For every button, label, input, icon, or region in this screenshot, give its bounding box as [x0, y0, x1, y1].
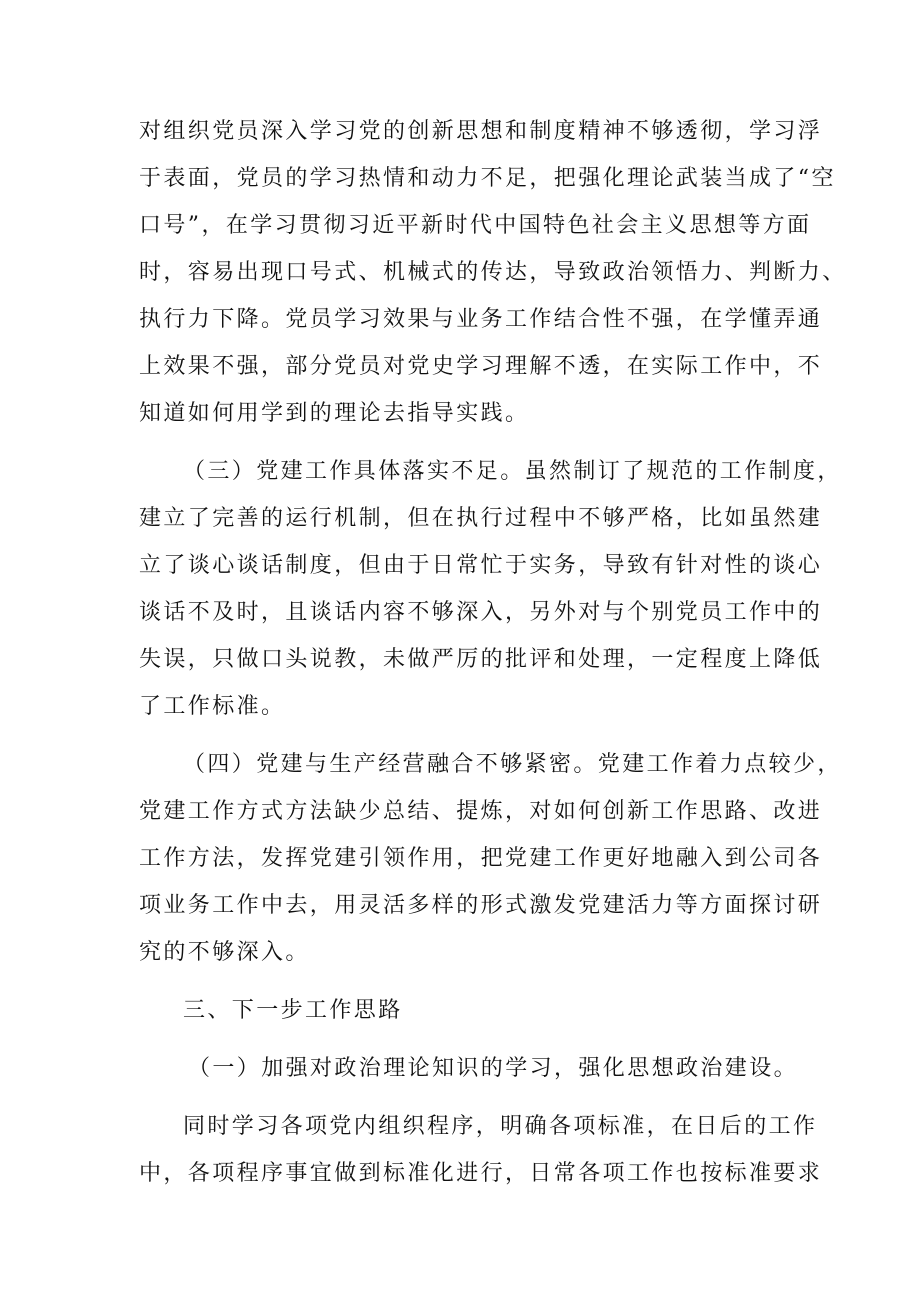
text-line: 党建工作方式方法缺少总结、提炼，对如何创新工作思路、改进 [139, 799, 823, 824]
text-line: 究的不够深入。 [139, 940, 310, 965]
text-line: 执行力下降。党员学习效果与业务工作结合性不强，在学懂弄通 [139, 307, 823, 332]
text-line: （四）党建与生产经营融合不够紧密。党建工作着力点较少， [183, 752, 842, 777]
text-line: 谈话不及时，且谈话内容不够深入，另外对与个别党员工作中的 [139, 600, 823, 625]
text-line: 于表面，党员的学习热情和动力不足，把强化理论武装当成了“空 [139, 166, 836, 191]
text-line: 中，各项程序事宜做到标准化进行，日常各项工作也按标准要求 [139, 1161, 823, 1186]
text-line: 立了谈心谈话制度，但由于日常忙于实务，导致有针对性的谈心 [139, 553, 823, 578]
text-line: 建立了完善的运行机制，但在执行过程中不够严格，比如虽然建 [139, 506, 823, 531]
text-line: 工作方法，发挥党建引领作用，把党建工作更好地融入到公司各 [139, 846, 823, 871]
text-line: （三）党建工作具体落实不足。虽然制订了规范的工作制度， [183, 459, 842, 484]
text-line: 项业务工作中去，用灵活多样的形式激发党建活力等方面探讨研 [139, 893, 823, 918]
section-heading: 三、下一步工作思路 [183, 998, 403, 1023]
paragraph-next-steps [139, 1103, 823, 1197]
text-line: 口号”，在学习贯彻习近平新时代中国特色社会主义思想等方面 [139, 213, 812, 238]
text-line: 时，容易出现口号式、机械式的传达，导致政治领悟力、判断力、 [139, 260, 847, 285]
sub-heading: （一）加强对政治理论知识的学习，强化思想政治建设。 [188, 1056, 799, 1081]
text-line: 失误，只做口头说教，未做严厉的批评和处理，一定程度上降低 [139, 647, 823, 672]
text-line: 上效果不强，部分党员对党史学习理解不透，在实际工作中，不 [139, 354, 823, 379]
text-line: 对组织党员深入学习党的创新思想和制度精神不够透彻，学习浮 [139, 119, 823, 144]
text-line: 了工作标准。 [139, 694, 286, 719]
document-body [139, 108, 847, 1197]
paragraph-implementation-issues [139, 448, 842, 730]
paragraph-integration-issues [139, 741, 842, 976]
text-line: 同时学习各项党内组织程序，明确各项标准，在日后的工作 [183, 1114, 818, 1139]
paragraph-study-issues [139, 108, 847, 437]
text-line: 知道如何用学到的理论去指导实践。 [139, 401, 530, 426]
